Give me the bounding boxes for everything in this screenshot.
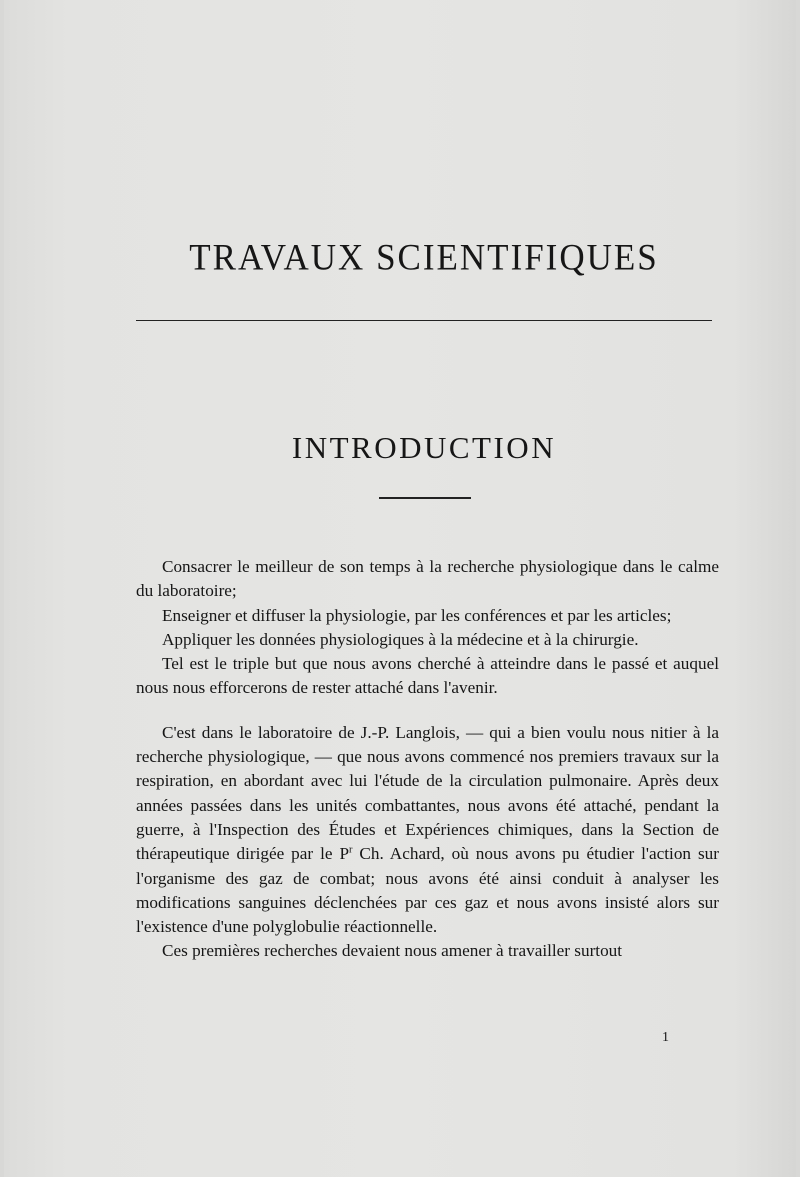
- page-number: 1: [662, 1030, 669, 1045]
- document-page: [4, 0, 796, 1177]
- body-text: [136, 555, 719, 964]
- title-divider: [136, 320, 712, 321]
- paragraph-2: Enseigner et diffuser la physiologie, par les conférences et par les articles;: [162, 605, 672, 625]
- paragraph-4: Tel est le triple but que nous avons cherché à atteindre dans le passé et auquel nous nous efforcerons de rester attaché dans l'avenir.: [136, 654, 719, 698]
- superscript-r: r: [349, 844, 353, 856]
- main-title: TRAVAUX SCIENTIFIQUES: [189, 237, 659, 278]
- paragraph-5-start: C'est dans le laboratoire de J.-P. Langlois, — qui a bien voulu nous nitier à la recherche physiologique, — que nous avons commencé nos premiers travaux sur la respiration, en abordant avec lui l'étude de la circulation pulmonaire. Après deux années passées dans les unités combattantes, nous avons été attaché, pendant la guerre, à l'Inspection des Études et Expériences chimiques, dans la Section de thérapeutique dirigée par le P: [136, 722, 719, 864]
- section-title: INTRODUCTION: [291, 430, 557, 465]
- paragraph-6: Ces premières recherches devaient nous amener à travailler surtout: [162, 941, 623, 961]
- section-divider: [379, 497, 471, 499]
- paragraph-1: Consacrer le meilleur de son temps à la recherche physiologique dans le calme du laboratoire;: [136, 557, 719, 601]
- paragraph-3: Appliquer les données physiologiques à la médecine et à la chirurgie.: [162, 629, 639, 649]
- paragraph-5-end: Ch. Achard, où nous avons pu étudier l'action sur l'organisme des gaz de combat; nous avons été ainsi conduit à analyser les modifications sanguines déclenchées par ces gaz et nous avons insisté alors sur l'existence d'une polyglobulie réactionnelle.: [136, 844, 719, 937]
- paragraph-5: [136, 721, 719, 940]
